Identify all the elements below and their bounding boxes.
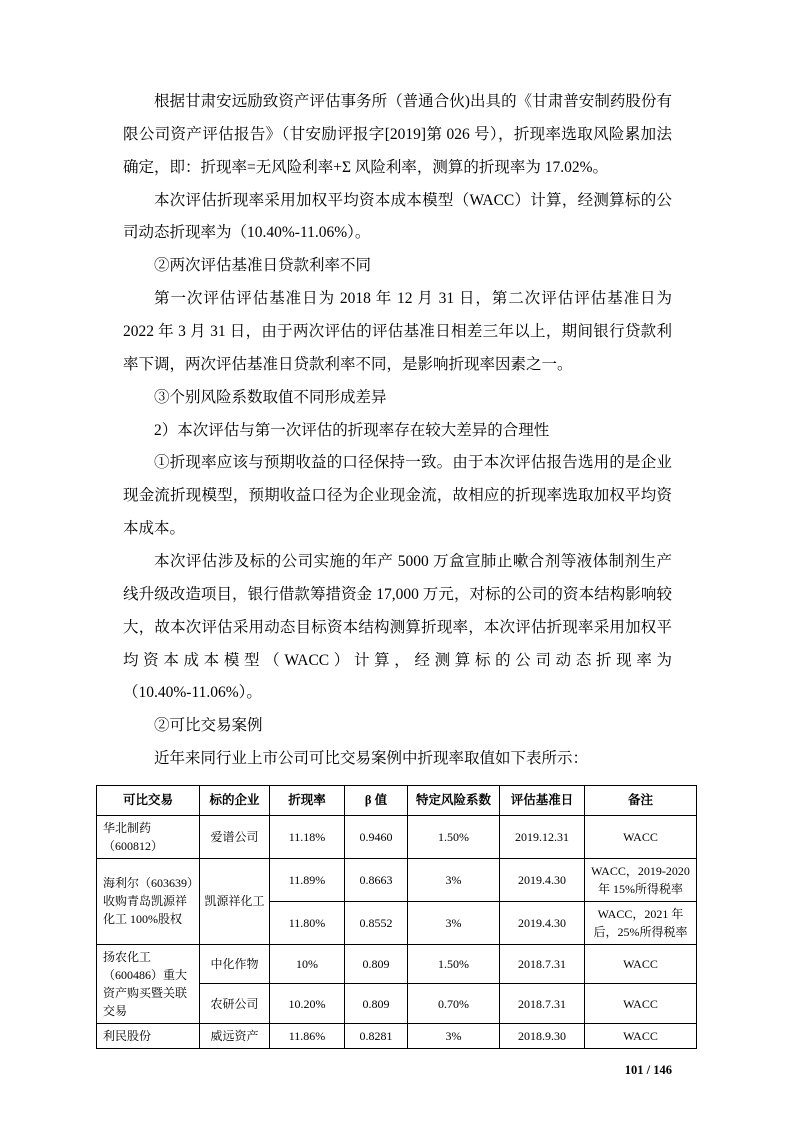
table-header-cell: 备注 [585, 786, 697, 816]
table-cell: 11.18% [270, 815, 345, 858]
table-cell: 0.8663 [345, 858, 408, 901]
table-row [97, 815, 697, 858]
table-cell: 0.70% [408, 984, 500, 1024]
table-cell: 凯源祥化工 [200, 858, 270, 944]
table-cell: 2018.7.31 [500, 944, 585, 984]
paragraph: ②可比交易案例 [154, 717, 263, 735]
paragraph: 第一次评估评估基准日为 2018 年 12 月 31 日，第二次评估评估基准日为 2022 年 3 月 31 日，由于两次评估的评估基准日相差三年以上，期间银行贷款利率下调，两次评估基准日贷款利率不同，是影响折现率因素之一。 [123, 290, 672, 373]
table-cell: 农研公司 [200, 984, 270, 1024]
table-cell: 10% [270, 944, 345, 984]
paragraph: 根据甘肃安远励致资产评估事务所（普通合伙)出具的《甘肃普安制药股份有限公司资产评估报告》（甘安励评报字[2019]第 026 号），折现率选取风险累加法确定，即：折现率=无风险利率+Σ 风险利率，测算的折现率为 17.02%。 [123, 93, 672, 176]
paragraph: ②两次评估基准日贷款利率不同 [154, 257, 372, 275]
table-cell: 利民股份 [97, 1023, 200, 1048]
table-cell: 0.8281 [345, 1023, 408, 1048]
paragraph: 本次评估折现率采用加权平均资本成本模型（WACC）计算，经测算标的公司动态折现率为（10.40%-11.06%）。 [123, 191, 672, 242]
table-cell: 2019.4.30 [500, 858, 585, 901]
table-cell: 3% [408, 901, 500, 944]
paragraph: 近年来同行业上市公司可比交易案例中折现率取值如下表所示： [154, 750, 589, 768]
table-cell: 11.89% [270, 858, 345, 901]
table-cell: 0.809 [345, 984, 408, 1024]
table-header-cell: β 值 [345, 786, 408, 816]
table-row [97, 858, 697, 901]
table-cell: 2018.9.30 [500, 1023, 585, 1048]
paragraph: 本次评估涉及标的公司实施的年产 5000 万盒宣肺止嗽合剂等液体制剂生产线升级改造项目，银行借款筹措资金 17,000 万元，对标的公司的资本结构影响较大，故本次评估采用动态目标资本结构测算折现率，本次评估折现率采用加权平均资本成本模型（WACC）计算，经测算标的公司动态折现率为（10.40%-11.06%）。 [123, 553, 672, 702]
table-cell: 0.8552 [345, 901, 408, 944]
table-cell: 3% [408, 858, 500, 901]
paragraph: ①折现率应该与预期收益的口径保持一致。由于本次评估报告选用的是企业现金流折现模型，预期收益口径为企业现金流，故相应的折现率选取加权平均资本成本。 [123, 454, 672, 538]
table-header-row [97, 786, 697, 816]
table-cell: WACC，2019-2020 年 15%所得税率 [585, 858, 697, 901]
table-cell: WACC [585, 1023, 697, 1048]
table-row [97, 1023, 697, 1048]
table-cell: 扬农化工（600486）重大资产购买暨关联交易 [97, 944, 200, 1023]
table-cell: 11.86% [270, 1023, 345, 1048]
table-cell: 0.809 [345, 944, 408, 984]
table-header-cell: 可比交易 [97, 786, 200, 816]
paragraph: 2）本次评估与第一次评估的折现率存在较大差异的合理性 [154, 421, 550, 439]
table-cell: 爱谱公司 [200, 815, 270, 858]
table-cell: 11.80% [270, 901, 345, 944]
table-cell: 1.50% [408, 944, 500, 984]
table-cell: 威远资产 [200, 1023, 270, 1048]
table-row [97, 944, 697, 984]
table-cell: 海利尔（603639）收购青岛凯源祥化工 100%股权 [97, 858, 200, 944]
paragraph: ③个别风险系数取值不同形成差异 [154, 388, 387, 406]
comparable-transactions-table [96, 785, 697, 1049]
table-cell: WACC [585, 815, 697, 858]
page-number: 101 / 146 [624, 1062, 672, 1077]
table-cell: 3% [408, 1023, 500, 1048]
table-cell: 10.20% [270, 984, 345, 1024]
table-cell: 0.9460 [345, 815, 408, 858]
table-header-cell: 特定风险系数 [408, 786, 500, 816]
table-cell: WACC [585, 984, 697, 1024]
table-cell: 2019.4.30 [500, 901, 585, 944]
table-cell: 1.50% [408, 815, 500, 858]
table-cell: 华北制药（600812） [97, 815, 200, 858]
table-cell: 中化作物 [200, 944, 270, 984]
table-cell: WACC，2021 年后，25%所得税率 [585, 901, 697, 944]
table-header-cell: 标的企业 [200, 786, 270, 816]
table-cell: 2019.12.31 [500, 815, 585, 858]
table-cell: WACC [585, 944, 697, 984]
table-cell: 2018.7.31 [500, 984, 585, 1024]
table-header-cell: 评估基准日 [500, 786, 585, 816]
table-header-cell: 折现率 [270, 786, 345, 816]
